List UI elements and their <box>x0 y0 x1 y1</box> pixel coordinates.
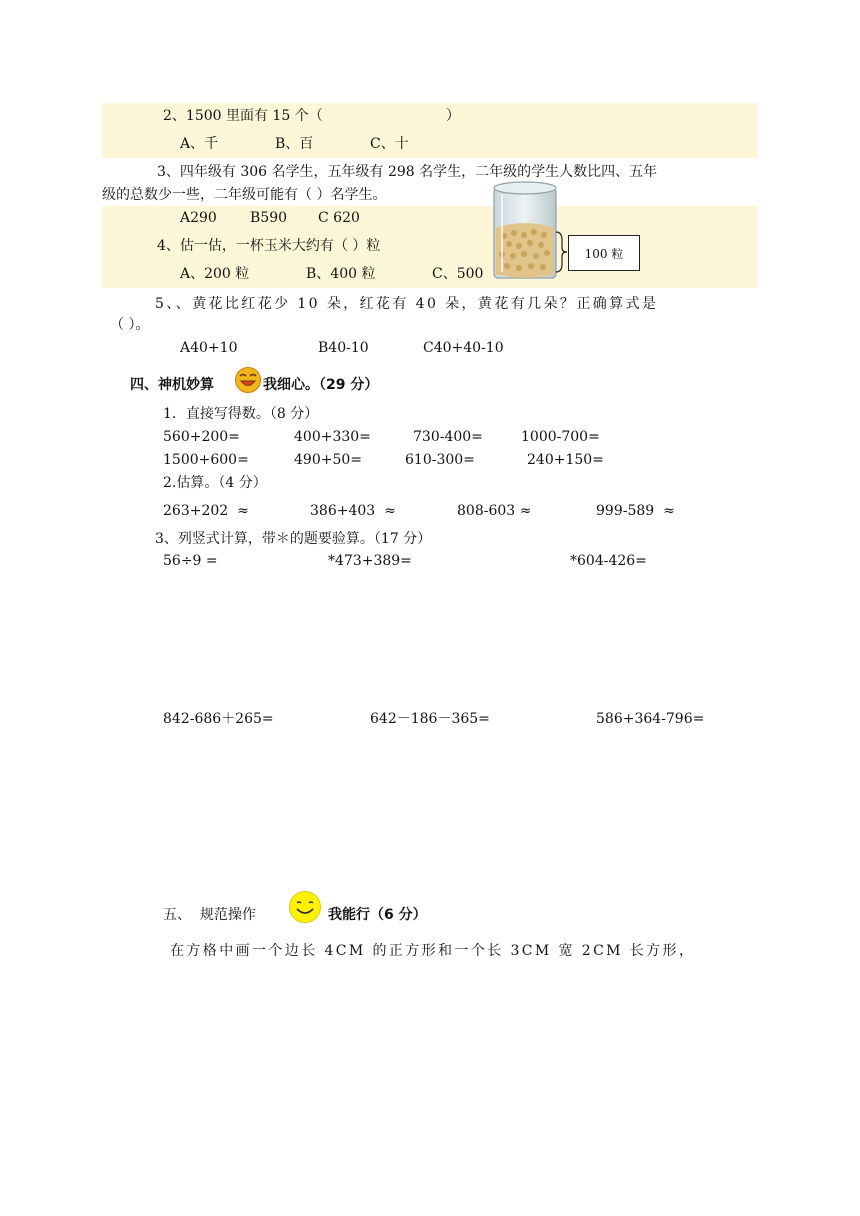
estimate-item: 263+202 ≈ <box>163 503 249 519</box>
smiley-face-icon <box>288 890 322 924</box>
part1-title: 1．直接写得数。（8 分） <box>163 406 319 422</box>
q3-option-b: B590 <box>250 210 288 226</box>
vertical-calc-item: *473+389= <box>328 553 412 569</box>
mental-math-item: 240+150= <box>527 452 604 468</box>
corn-jar-illustration <box>490 178 562 284</box>
q2-option-c: C、十 <box>370 136 409 152</box>
mental-math-item: 400+330= <box>294 429 371 445</box>
q3-option-a: A290 <box>180 210 217 226</box>
part3-title: 3、列竖式计算，带＊的题要验算。（17 分） <box>155 531 432 547</box>
mental-math-item: 1000-700= <box>521 429 600 445</box>
vertical-calc-item: *604-426= <box>570 553 647 569</box>
q5-line2: （ ）。 <box>110 317 150 333</box>
estimate-item: 808-603 ≈ <box>457 503 532 519</box>
q5-option-b: B40-10 <box>318 340 369 356</box>
mental-math-item: 730-400= <box>413 429 483 445</box>
section5-instruction: 在方格中画一个边长 4CM 的正方形和一个长 3CM 宽 2CM 长方形， <box>170 943 696 959</box>
part2-title: 2.估算。（4 分） <box>163 475 267 491</box>
section4-title-part1: 四、神机妙算 <box>130 377 214 393</box>
estimate-item: 386+403 ≈ <box>310 503 396 519</box>
vertical-calc-item: 586+364-796= <box>596 711 705 727</box>
q2-stem: 2、1500 里面有 15 个（ <box>163 108 323 124</box>
mental-math-item: 560+200= <box>163 429 240 445</box>
q3-line2: 级的总数少一些，二年级可能有（ ）名学生。 <box>102 187 387 203</box>
mental-math-item: 490+50= <box>294 452 362 468</box>
q2-option-a: A、千 <box>180 136 219 152</box>
q3-line1: 3、四年级有 306 名学生，五年级有 298 名学生，二年级的学生人数比四、五年 <box>157 164 658 180</box>
vertical-calc-item: 842-686＋265= <box>163 711 274 727</box>
section5-title-part1: 五、 规范操作 <box>163 907 256 923</box>
q2-option-b: B、百 <box>275 136 314 152</box>
q4-option-b: B、400 粒 <box>306 266 376 282</box>
q5-option-a: A40+10 <box>180 340 238 356</box>
mental-math-item: 610-300= <box>405 452 475 468</box>
brace-icon <box>554 230 568 274</box>
q5-option-c: C40+40-10 <box>423 340 504 356</box>
vertical-calc-item: 642－186－365= <box>370 711 490 727</box>
q4-option-a: A、200 粒 <box>180 266 250 282</box>
laughing-face-icon <box>234 366 262 394</box>
q4-stem: 4、估一估，一杯玉米大约有（ ）粒 <box>157 238 381 254</box>
vertical-calc-item: 56÷9 = <box>163 553 218 569</box>
jar-count-label: 100 粒 <box>568 235 640 271</box>
q4-option-c: C、500 <box>432 266 484 282</box>
estimate-item: 999-589 ≈ <box>596 503 675 519</box>
section4-title-part2: 我细心。（29 分） <box>263 377 379 393</box>
q3-option-c: C 620 <box>318 210 360 226</box>
q2-close-paren: ） <box>446 108 460 124</box>
q5-line1: 5、、黄花比红花少 10 朵，红花有 40 朵，黄花有几朵？正确算式是 <box>155 296 659 312</box>
section5-title-part2: 我能行（6 分） <box>328 907 427 923</box>
mental-math-item: 1500+600= <box>163 452 249 468</box>
